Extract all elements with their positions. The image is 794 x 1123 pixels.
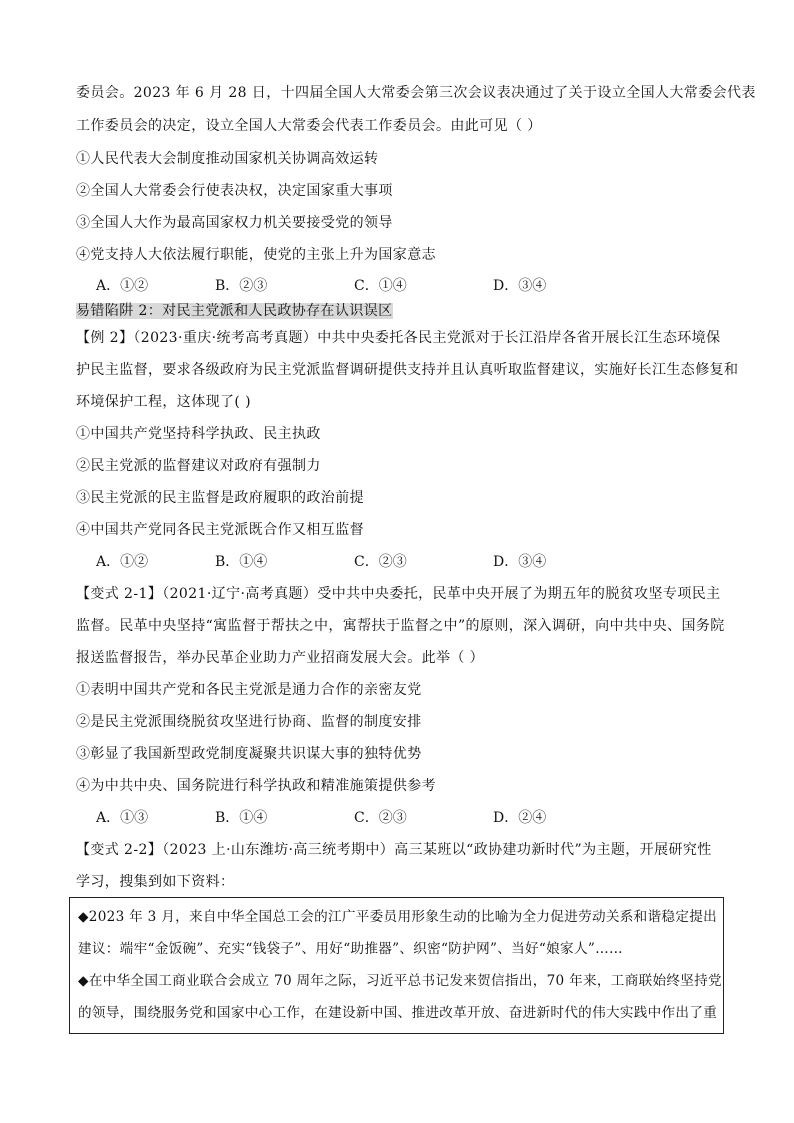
example-2-statement-4: ④中国共产党同各民主党派既合作又相互监督	[76, 522, 364, 538]
material-line-3: ◆在中华全国工商业联合会成立 70 周年之际，习近平总书记发来贺信指出，70 年来，工商联始终坚持党	[78, 973, 722, 989]
example-2-option-d[interactable]: D．③④	[493, 554, 547, 570]
material-line-4: 的领导，围绕服务党和国家中心工作，在建设新中国、推进改革开放、奋进新时代的伟大实践中作出了重	[78, 1005, 718, 1021]
q1-statement-2: ②全国人大常委会行使表决权，决定国家重大事项	[76, 183, 393, 199]
variant-2-1-statement-4: ④为中共中央、国务院进行科学执政和精准施策提供参考	[76, 778, 436, 794]
example-2-statement-3: ③民主党派的民主监督是政府履职的政治前提	[76, 490, 364, 506]
example-2-option-b[interactable]: B．①④	[215, 554, 268, 570]
material-line-1: ◆2023 年 3 月，来自中华全国总工会的江广平委员用形象生动的比喻为全力促进劳动关系和谐稳定提出	[78, 909, 718, 925]
variant-2-1-option-b[interactable]: B．①④	[215, 810, 268, 826]
example-2-option-a[interactable]: A．①②	[96, 554, 149, 570]
example-2-line-2: 护民主监督，要求各级政府为民主党派监督调研提供支持并且认真听取监督建议，实施好长江生态修复和	[76, 362, 739, 378]
trap-heading: 易错陷阱 2：对民主党派和人民政协存在认识误区	[76, 303, 393, 319]
q1-statement-4: ④党支持人大依法履行职能，使党的主张上升为国家意志	[76, 247, 436, 263]
q1-text-line-2: 工作委员会的决定，设立全国人大常委会代表工作委员会。由此可见（ ）	[76, 118, 542, 134]
example-2-line-1: 【例 2】（2023·重庆·统考高考真题）中共中央委托各民主党派对于长江沿岸各省开展长江生态环境保	[76, 330, 721, 346]
q1-option-d[interactable]: D．③④	[493, 278, 547, 294]
q1-option-c[interactable]: C．①④	[354, 278, 407, 294]
variant-2-1-line-1: 【变式 2-1】（2021·辽宁·高考真题）受中共中央委托，民革中央开展了为期五年的脱贫攻坚专项民主	[76, 586, 721, 602]
q1-statement-3: ③全国人大作为最高国家权力机关要接受党的领导	[76, 215, 393, 231]
q1-text-line-1: 委员会。2023 年 6 月 28 日，十四届全国人大常委会第三次会议表决通过了关于设立全国人大常委会代表	[76, 85, 756, 101]
q1-option-b[interactable]: B．②③	[215, 278, 268, 294]
variant-2-1-option-c[interactable]: C．②③	[354, 810, 407, 826]
material-box	[69, 897, 724, 1034]
variant-2-1-statement-3: ③彰显了我国新型政党制度凝聚共识谋大事的独特优势	[76, 746, 422, 762]
q1-statement-1: ①人民代表大会制度推动国家机关协调高效运转	[76, 151, 379, 167]
variant-2-1-option-d[interactable]: D．②④	[493, 810, 547, 826]
example-2-line-3: 环境保护工程，这体现了( )	[76, 394, 251, 410]
variant-2-2-line-2: 学习，搜集到如下资料：	[76, 874, 235, 890]
q1-option-a[interactable]: A．①②	[96, 278, 149, 294]
example-2-statement-2: ②民主党派的监督建议对政府有强制力	[76, 458, 321, 474]
example-2-statement-1: ①中国共产党坚持科学执政、民主执政	[76, 426, 321, 442]
material-line-2: 建议：端牢“金饭碗”、充实“钱袋子”、用好“助推器”、织密“防护网”、当好“娘家人”……	[78, 941, 623, 957]
variant-2-1-line-2: 监督。民革中央坚持“寓监督于帮扶之中，寓帮扶于监督之中”的原则，深入调研，向中共中央、国务院	[76, 618, 725, 634]
variant-2-1-statement-2: ②是民主党派围绕脱贫攻坚进行协商、监督的制度安排	[76, 714, 422, 730]
variant-2-1-option-a[interactable]: A．①③	[96, 810, 149, 826]
variant-2-1-statement-1: ①表明中国共产党和各民主党派是通力合作的亲密友党	[76, 682, 422, 698]
variant-2-2-line-1: 【变式 2-2】（2023 上·山东潍坊·高三统考期中）高三某班以“政协建功新时代”为主题，开展研究性	[76, 842, 712, 858]
variant-2-1-line-3: 报送监督报告，举办民革企业助力产业招商发展大会。此举（ ）	[76, 650, 485, 666]
example-2-option-c[interactable]: C．②③	[354, 554, 407, 570]
